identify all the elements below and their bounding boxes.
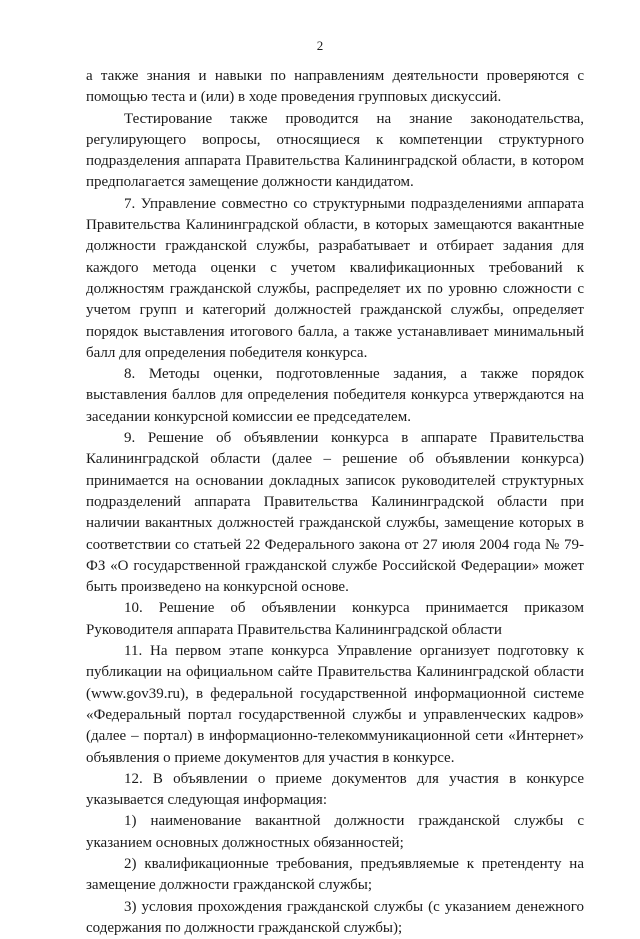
paragraph-item-9: 9. Решение об объявлении конкурса в аппарате Правительства Калининградской области (далее – решение об объявлении конкурса) принимается на основании докладных записок руководителей структурных подразделений аппарата Правительства Калининградской области при наличии вакантных должностей гражданской службы, замещение которых в соответствии со статьей 22 Федерального закона от 27 июля 2004 года № 79-ФЗ «О государственной гражданской службе Российской Федерации» может быть произведено на конкурсной основе. — [86, 430, 584, 596]
list-item-3: 3) условия прохождения гражданской службы (с указанием денежного содержания по должности гражданской службы); — [86, 898, 584, 936]
page-number: 2 — [316, 38, 324, 53]
paragraph-testing: Тестирование также проводится на знание законодательства, регулирующего вопросы, относящиеся к компетенции структурного подразделения аппарата Правительства Калининградской области, в котором предполагается замещение должности кандидатом. — [86, 110, 584, 191]
list-item-2: 2) квалификационные требования, предъявляемые к претенденту на замещение должности гражданской службы; — [86, 855, 584, 894]
paragraph-continuation: а также знания и навыки по направлениям деятельности проверяются с помощью теста и (или) в ходе проведения групповых дискуссий. — [86, 68, 584, 106]
paragraph-item-8: 8. Методы оценки, подготовленные задания, а также порядок выставления баллов для определения победителя конкурса утверждаются на заседании конкурсной комиссии ее председателем. — [86, 366, 584, 425]
paragraph-item-10: 10. Решение об объявлении конкурса принимается приказом Руководителя аппарата Правительства Калининградской области — [86, 600, 584, 638]
paragraph-item-12: 12. В объявлении о приеме документов для участия в конкурсе указывается следующая информация: — [86, 770, 584, 809]
paragraph-item-7: 7. Управление совместно со структурными подразделениями аппарата Правительства Калининградской области, в которых замещаются вакантные должности гражданской службы, разрабатывает и отбирает задания для каждого метода оценки с учетом квалификационных требований к должностям гражданской службы, распределяет их по уровню сложности с учетом групп и категорий должностей гражданской службы, определяет порядок выставления итогового балла, а также устанавливает минимальный балл для определения победителя конкурса. — [86, 195, 584, 361]
paragraph-item-11: 11. На первом этапе конкурса Управление организует подготовку к публикации на официальном сайте Правительства Калининградской области (www.gov39.ru), в федеральной государственной информационной системе «Федеральный портал государственной службы и управленческих кадров» (далее – портал) в информационно-телекоммуникационной сети «Интернет» объявления о приеме документов для участия в конкурсе. — [86, 643, 584, 766]
document-body — [86, 66, 584, 939]
list-item-1: 1) наименование вакантной должности гражданской службы с указанием основных должностных обязанностей; — [86, 813, 584, 851]
